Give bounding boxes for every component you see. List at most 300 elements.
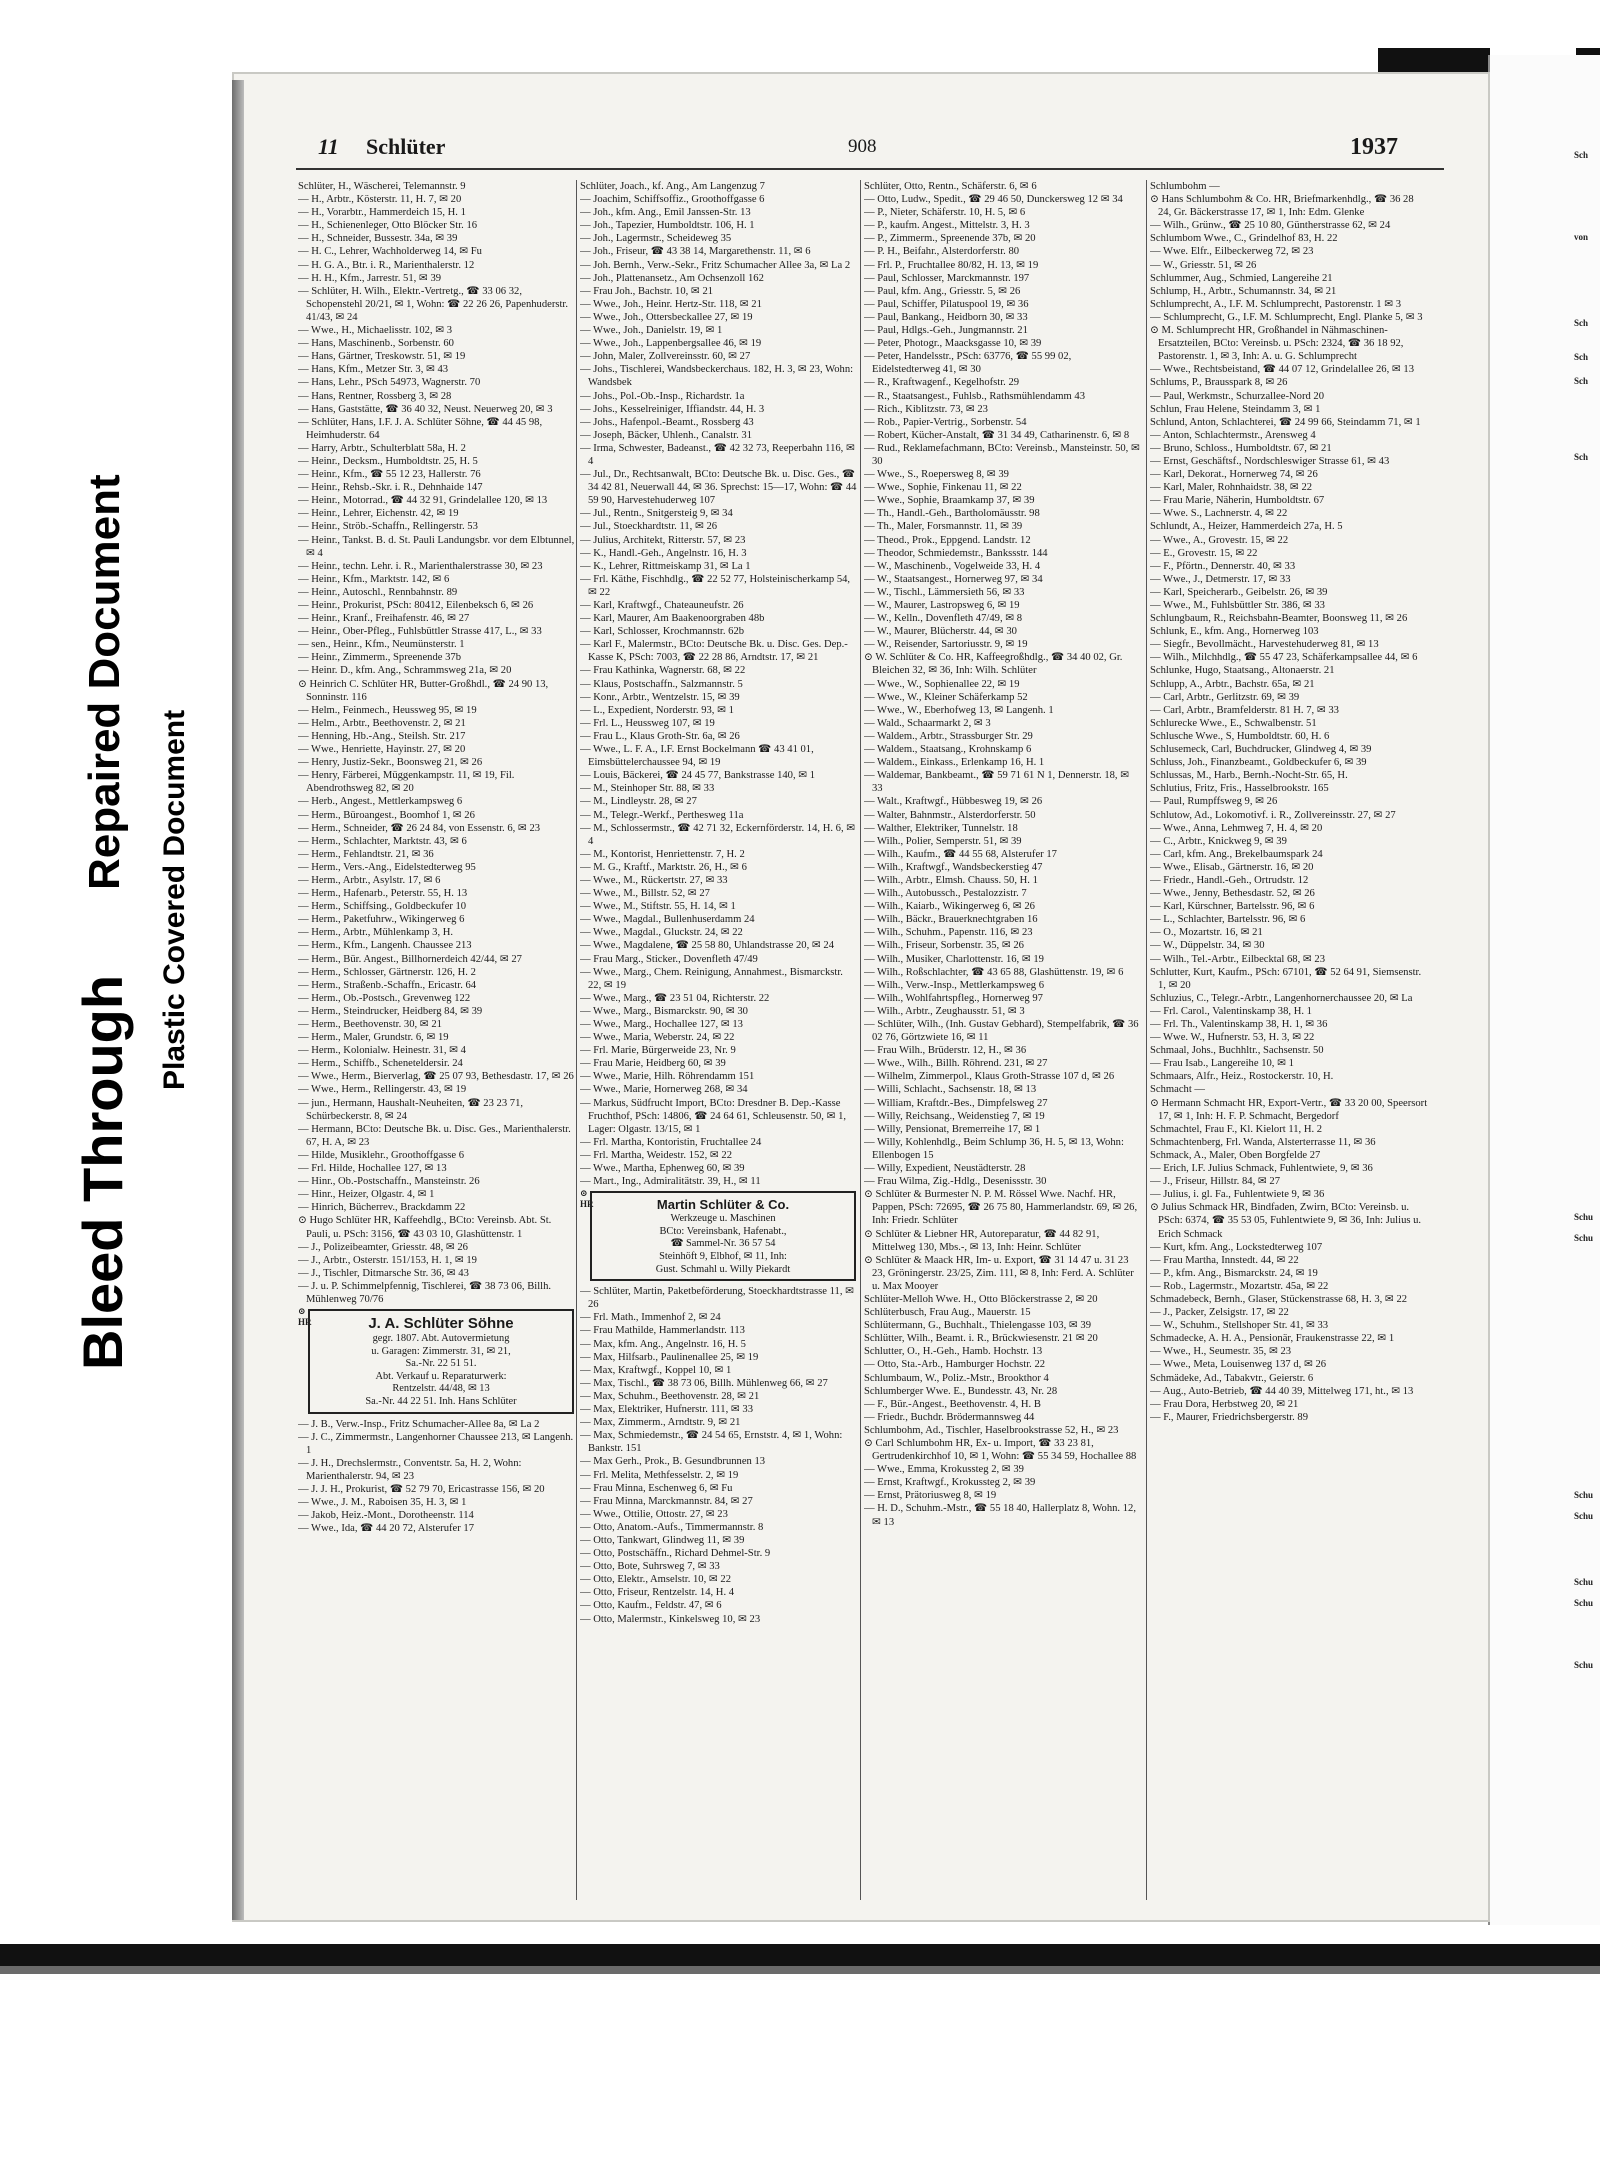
ad-line: BCto: Vereinsbank, Hafenabt., (659, 1225, 787, 1237)
directory-entry: — Wwe., Henriette, Hayinstr. 27, ✉ 20 (298, 744, 466, 756)
directory-entry: Schlusemeck, Carl, Buchdrucker, Glindweg 4, ✉ 39 (1150, 744, 1372, 756)
directory-entry: — sen., Heinr., Kfm., Neumünsterstr. 1 (298, 639, 465, 651)
directory-entry: Schlütermann, G., Buchhalt., Thielengasse 103, ✉ 39 (864, 1320, 1091, 1332)
directory-entry: — Karl, Maler, Rohnhaidstr. 38, ✉ 22 (1150, 482, 1313, 494)
directory-entry: — Theodor, Schmiedemstr., Bankssstr. 144 (864, 547, 1048, 559)
directory-entry: — J., Polizeibeamter, Griesstr. 48, ✉ 26 (298, 1241, 468, 1253)
directory-entry: — F., Bür.-Angest., Beethovenstr. 4, H. B (864, 1398, 1041, 1410)
directory-entry: — F., Pförtn., Dennerstr. 40, ✉ 33 (1150, 560, 1296, 572)
directory-entry: — E., Grovestr. 15, ✉ 22 (1150, 547, 1258, 559)
directory-entry: — Schlüter, Wilh., (Inh. Gustav Gebhard), Stempelfabrik, ☎ 36 02 76, Görtzwiete 16, ✉ 11 (864, 1019, 1139, 1044)
directory-entry: — Jakob, Heiz.-Mont., Dorotheenstr. 114 (298, 1510, 474, 1522)
directory-entry: Schlütter, Wilh., Beamt. i. R., Brückwiesenstr. 21 ✉ 20 (864, 1333, 1098, 1345)
directory-entry: — Rich., Kiblitzstr. 73, ✉ 23 (864, 403, 988, 415)
directory-entry: — Karl, Dekorat., Hornerweg 74, ✉ 26 (1150, 469, 1318, 481)
directory-entry: — Wwe., Elisab., Gärtnerstr. 16, ✉ 20 (1150, 861, 1314, 873)
directory-entry: — Kurt, kfm. Ang., Lockstedterweg 107 (1150, 1241, 1323, 1253)
directory-entry: — Frau Marg., Sticker., Dovenfleth 47/49 (580, 953, 758, 965)
directory-entry: — Wwe., Marg., Bismarckstr. 90, ✉ 30 (580, 1005, 748, 1017)
directory-entry: — R., Staatsangest., Fuhlsb., Rathsmühlendamm 43 (864, 390, 1085, 402)
directory-entry: — Klaus, Postschaffn., Salzmannstr. 5 (580, 678, 743, 690)
page-heading-name: Schlüter (366, 134, 446, 159)
directory-entry: — J. C., Zimmermstr., Langenhorner Chaussee 213, ✉ Langenh. 1 (298, 1431, 574, 1456)
directory-entry: — Johs., Tischlerei, Wandsbeckerchaus. 182, H. 3, ✉ 23, Wohn: Wandsbek (580, 364, 854, 389)
directory-entry: — Heinr., Rehsb.-Skr. i. R., Dehnhaide 147 (298, 482, 483, 494)
directory-entry: Schlumprecht, A., I.F. M. Schlumprecht, Pastorenstr. 1 ✉ 3 (1150, 298, 1402, 310)
directory-entry: — Herm., Arbtr., Mühlenkamp 3, H. (298, 927, 454, 939)
scan-border (0, 1944, 1600, 1966)
directory-entry: — Karl, Kraftwgf., Chateauneufstr. 26 (580, 600, 744, 611)
directory-entry: — Wwe., M., Stiftstr. 55, H. 14, ✉ 1 (580, 901, 736, 913)
directory-year: 1937 (1350, 134, 1398, 160)
directory-entry: — Wwe., J. M., Raboisen 35, H. 3, ✉ 1 (298, 1497, 467, 1509)
directory-entry: — Joh., Plattenansetz., Am Ochsenzoll 162 (580, 272, 764, 284)
directory-entry: — Frau L., Klaus Groth-Str. 6a, ✉ 26 (580, 730, 740, 742)
directory-entry: — Herm., Beethovenstr. 30, ✉ 21 (298, 1019, 442, 1030)
directory-entry: — P., Zimmerm., Spreenende 37b, ✉ 20 (864, 233, 1036, 245)
directory-entry: Schlüter, Otto, Rentn., Schäferstr. 6, ✉ 6 (864, 181, 1037, 192)
directory-entry: — Carl, Arbtr., Gerlitzstr. 69, ✉ 39 (1150, 691, 1300, 703)
directory-entry: — Wilh., Milchhdlg., ☎ 55 47 23, Schäferkampsallee 44, ✉ 6 (1150, 652, 1418, 664)
adjacent-page-fragment: Sch (1574, 352, 1589, 362)
directory-entry: — Joseph, Bäcker, Uhlenh., Canalstr. 31 (580, 429, 752, 441)
directory-entry: — Frau Martha, Innstedt. 44, ✉ 22 (1150, 1254, 1299, 1266)
directory-entry: — Wilh., Kraftwgf., Wandsbeckerstieg 47 (864, 861, 1043, 873)
ad-line: Abt. Verkauf u. Reparaturwerk: (375, 1370, 507, 1382)
directory-entry: — Wilhelm, Zimmerpol., Klaus Groth-Strasse 107 d, ✉ 26 (864, 1071, 1115, 1083)
directory-entry: — O., Mozartstr. 16, ✉ 21 (1150, 927, 1263, 939)
directory-entry: — W., Tischl., Lämmersieth 56, ✉ 33 (864, 586, 1025, 598)
directory-entry: Schmack, A., Maler, Oben Borgfelde 27 (1150, 1149, 1321, 1161)
directory-entry: — Wilh., Schuhm., Papenstr. 116, ✉ 23 (864, 927, 1033, 939)
entry-list (298, 1418, 576, 1536)
directory-entry: — Wilh., Verw.-Insp., Mettlerkampsweg 6 (864, 979, 1045, 991)
directory-entry: — Wwe., Emma, Krokussteg 2, ✉ 39 (864, 1464, 1024, 1476)
directory-entry: ⊙ M. Schlumprecht HR, Großhandel in Nähmaschinen-Ersatzteilen, BCto: Vereinsb. u. PSch: 2324, ☎ 36 18 92, Pastorenstr. 1, ✉ 3, Inh: A. u. G. Schlumprecht (1150, 325, 1404, 363)
directory-entry: — Frl. P., Fruchtallee 80/82, H. 13, ✉ 19 (864, 259, 1039, 271)
directory-entry: — Wwe., M., Fuhlsbüttler Str. 386, ✉ 33 (1150, 600, 1325, 611)
directory-entry: Schlüter-Melloh Wwe. H., Otto Blöckerstrasse 2, ✉ 20 (864, 1293, 1098, 1305)
directory-entry: — Heinr. D., kfm. Ang., Schrammsweg 21a, ✉ 20 (298, 665, 512, 677)
directory-entry: — Wilh., Grünw., ☎ 25 10 80, Güntherstrasse 62, ✉ 24 (1150, 220, 1391, 232)
directory-entry: ⊙ Hans Schlumbohm & Co. HR, Briefmarkenhdlg., ☎ 36 28 24, Gr. Bäckerstrasse 17, ✉ 1, Inh: Edm. Glenke (1150, 194, 1414, 219)
column-divider (860, 180, 861, 1900)
directory-entry: — Herm., Schneider, ☎ 26 24 84, von Essenstr. 6, ✉ 23 (298, 822, 541, 834)
directory-entry: — Wilh., Friseur, Sorbenstr. 35, ✉ 26 (864, 940, 1024, 952)
directory-entry: Schlummer, Aug., Schmied, Langereihe 21 (1150, 272, 1333, 284)
directory-entry: — Julius, i. gl. Fa., Fuhlentwiete 9, ✉ 36 (1150, 1189, 1325, 1201)
directory-entry: — Frau Minna, Eschenweg 6, ✉ Fu (580, 1482, 733, 1494)
directory-entry: — Aug., Auto-Betrieb, ☎ 44 40 39, Mittelweg 171, ht., ✉ 13 (1150, 1385, 1414, 1397)
directory-entry: — Wwe., J., Detmerstr. 17, ✉ 33 (1150, 573, 1291, 585)
directory-entry: — Wilh., Autobussch., Pestalozzistr. 7 (864, 888, 1027, 900)
directory-entry: Schlussas, M., Harb., Bernh.-Nocht-Str. 65, H. (1150, 770, 1348, 782)
directory-entry: — Wwe., M., Billstr. 52, ✉ 27 (580, 888, 710, 900)
directory-entry: — Rob., Lagermstr., Mozartstr. 45a, ✉ 22 (1150, 1280, 1329, 1292)
directory-entry: ⊙ Schlüter & Maack HR, Im- u. Export, ☎ 31 14 47 u. 31 23 23, Gröningerstr. 23/25, Zim. 111, ✉ 8, Inh: Ferd. A. Schlüter u. Max Mooyer (864, 1254, 1134, 1292)
directory-entry: — Joh., Friseur, ☎ 43 38 14, Margarethenstr. 11, ✉ 6 (580, 246, 811, 258)
scan-border (0, 1966, 1600, 1974)
directory-entry: — Frl. Käthe, Fischhdlg., ☎ 22 52 77, Holsteinischerkamp 54, ✉ 22 (580, 573, 851, 598)
directory-entry: — W., Düppelstr. 34, ✉ 30 (1150, 940, 1265, 952)
adjacent-page-fragment: Schu (1574, 1577, 1594, 1587)
directory-entry: — Jul., Rentn., Snitgersteig 9, ✉ 34 (580, 508, 733, 520)
directory-entry: — Wwe. Elfr., Eilbeckerweg 72, ✉ 23 (1150, 246, 1314, 258)
directory-entry: — Henry, Justiz-Sekr., Boonsweg 21, ✉ 26 (298, 757, 483, 769)
directory-entry: — Otto, Tankwart, Glindweg 11, ✉ 39 (580, 1534, 745, 1546)
directory-entry: — J. u. P. Schimmelpfennig, Tischlerei, ☎ 38 73 06, Billh. Mühlenweg 70/76 (298, 1280, 552, 1305)
directory-entry: — Hilde, Musiklehr., Groothoffgasse 6 (298, 1149, 465, 1161)
ad-line: Sa.-Nr. 44 22 51. Inh. Hans Schlüter (365, 1396, 517, 1408)
directory-entry: — Joachim, Schiffsoffiz., Groothoffgasse 6 (580, 194, 765, 206)
page-binding-edge (232, 80, 244, 1920)
directory-entry: — Joh., Lagermstr., Scheideweg 35 (580, 233, 732, 245)
directory-entry: — Wwe., Magdalene, ☎ 25 58 80, Uhlandstrasse 20, ✉ 24 (580, 940, 835, 952)
directory-entry: — Wilh., Kaufm., ☎ 44 55 68, Alsterufer 17 (864, 848, 1057, 860)
directory-entry: — P., kaufm. Angest., Mittelstr. 3, H. 3 (864, 220, 1030, 232)
directory-entry: Schlumberger Wwe. E., Bundesstr. 43, Nr. 28 (864, 1385, 1058, 1397)
directory-entry: — Wwe., Sophie, Finkenau 11, ✉ 22 (864, 482, 1022, 494)
directory-entry: Schmadecke, A. H. A., Pensionär, Fraukenstrasse 22, ✉ 1 (1150, 1333, 1395, 1345)
directory-entry: — Frau Wilh., Brüderstr. 12, H., ✉ 36 (864, 1045, 1027, 1057)
directory-entry: — Wilh., Musiker, Charlottenstr. 16, ✉ 19 (864, 953, 1044, 965)
directory-entry: — Hans, Maschinenb., Sorbenstr. 60 (298, 338, 454, 350)
directory-entry: — Hans, Rentner, Rossberg 3, ✉ 28 (298, 390, 452, 402)
directory-entry: — H. C., Lehrer, Wachholderweg 14, ✉ Fu (298, 246, 482, 258)
directory-entry: — W., Maurer, Lastropsweg 6, ✉ 19 (864, 600, 1020, 611)
directory-entry: Schlump, H., Arbtr., Schumannstr. 34, ✉ 21 (1150, 285, 1337, 297)
directory-entry: Schlun, Frau Helene, Steindamm 3, ✉ 1 (1150, 403, 1321, 415)
entry-list (580, 1285, 858, 1625)
directory-entry: — W., Griesstr. 51, ✉ 26 (1150, 259, 1257, 271)
directory-entry: — Schlüter, Martin, Paketbeförderung, Stoeckhardtstrasse 11, ✉ 26 (580, 1286, 855, 1311)
directory-entry: — Ernst, Kraftwgf., Krokussteg 2, ✉ 39 (864, 1477, 1036, 1489)
directory-entry: — Wwe., H., Seumestr. 35, ✉ 23 (1150, 1346, 1292, 1358)
adjacent-page-fragment: Schu (1574, 1233, 1594, 1243)
directory-entry: — Louis, Bäckerei, ☎ 24 45 77, Bankstrasse 140, ✉ 1 (580, 770, 816, 782)
directory-entry: — Rud., Reklamefachmann, BCto: Vereinsb., Mansteinstr. 50, ✉ 30 (864, 442, 1140, 467)
ad-lines (314, 1333, 568, 1409)
directory-entry: — Wwe., Marie, Hilh. Röhrendamm 151 (580, 1071, 755, 1083)
section-number: 11 (318, 134, 339, 159)
directory-entry: — Herm., Kolonialw. Heinestr. 31, ✉ 4 (298, 1045, 466, 1057)
directory-entry: Schlupp, A., Arbtr., Bachstr. 65a, ✉ 21 (1150, 678, 1315, 690)
directory-entry: — Heinr., Zimmerm., Spreenende 37b (298, 652, 461, 664)
directory-entry: Schlusche Wwe., S, Humboldtstr. 60, H. 6 (1150, 730, 1330, 742)
ad-title: Martin Schlüter & Co. (656, 1197, 790, 1213)
directory-entry: — Frl. Marie, Bürgerweide 23, Nr. 9 (580, 1045, 736, 1057)
directory-entry: — Max, Schmiedemstr., ☎ 24 54 65, Ernststr. 4, ✉ 1, Wohn: Bankstr. 151 (580, 1430, 843, 1455)
directory-entry: — Wilh., Tel.-Arbtr., Eilbecktal 68, ✉ 23 (1150, 953, 1326, 965)
directory-entry: — Siegfr., Bevollmächt., Harvestehuderweg 81, ✉ 13 (1150, 639, 1379, 651)
entry-list (864, 180, 1142, 1529)
directory-entry: — Ernst, Geschäftsf., Nordschleswiger Strasse 61, ✉ 43 (1150, 455, 1390, 467)
directory-entry: — Karl, Speicherarb., Geibelstr. 26, ✉ 39 (1150, 586, 1328, 598)
ad-title: J. A. Schlüter Söhne (368, 1315, 514, 1333)
directory-entry: — M. G., Kraftf., Marktstr. 26, H., ✉ 6 (580, 861, 747, 873)
directory-entry: — Karl, Kürschner, Bartelsstr. 96, ✉ 6 (1150, 901, 1315, 913)
directory-entry: — Wwe., W., Kleiner Schäferkamp 52 (864, 691, 1028, 703)
directory-entry: — Paul, Rumpffsweg 9, ✉ 26 (1150, 796, 1278, 808)
ad-box (590, 1191, 856, 1281)
directory-entry: — Karl, Maurer, Am Baakenoorgraben 48b (580, 613, 765, 625)
directory-entry: — J. J. H., Prokurist, ☎ 52 79 70, Ericastrasse 156, ✉ 20 (298, 1484, 545, 1496)
directory-entry: Schlundt, A., Heizer, Hammerdeich 27a, H. 5 (1150, 521, 1343, 533)
bleed-through-label: Bleed Through (71, 974, 134, 1370)
directory-entry: — Wwe., Marg., Hochallee 127, ✉ 13 (580, 1019, 743, 1030)
adjacent-page-fragment: Sch (1574, 452, 1589, 462)
plastic-covered-label: Plastic Covered Document (158, 709, 191, 1090)
directory-entry: — Willy, Reichsang., Weidenstieg 7, ✉ 19 (864, 1110, 1045, 1122)
directory-entry: — Wilh., Polier, Semperstr. 51, ✉ 39 (864, 835, 1022, 847)
adjacent-page-fragment: Sch (1574, 150, 1589, 160)
directory-entry: — Otto, Kaufm., Feldstr. 47, ✉ 6 (580, 1600, 722, 1612)
directory-entry: — P. H., Beifahr., Alsterdorferstr. 80 (864, 246, 1020, 258)
directory-entry: — Paul, Werkmstr., Schurzallee-Nord 20 (1150, 390, 1325, 402)
directory-column-3 (864, 180, 1142, 1900)
directory-entry: — Wwe., Martha, Ephenweg 60, ✉ 39 (580, 1163, 745, 1175)
directory-entry: — Theod., Prok., Eppgend. Landstr. 12 (864, 534, 1031, 546)
directory-entry: — Th., Maler, Forsmannstr. 11, ✉ 39 (864, 521, 1023, 533)
directory-column-1 (298, 180, 576, 1900)
column-divider (576, 180, 577, 1900)
directory-entry: — Max, Elektriker, Hufnerstr. 111, ✉ 33 (580, 1404, 754, 1416)
directory-entry: — Mart., Ing., Admiralitätstr. 39, H., ✉ 11 (580, 1176, 761, 1188)
directory-entry: — H. D., Schuhm.-Mstr., ☎ 55 18 40, Hallerplatz 8, Wohn. 12, ✉ 13 (864, 1503, 1136, 1528)
directory-entry: Schmaal, Johs., Buchhltr., Sachsenstr. 50 (1150, 1045, 1324, 1057)
directory-entry: — Konr., Arbtr., Wentzelstr. 15, ✉ 39 (580, 691, 740, 703)
directory-entry: — Karl F., Malermstr., BCto: Deutsche Bk. u. Disc. Ges. Dep.-Kasse K, PSch: 7003, ☎ 22 28 86, Arndtstr. 17, ✉ 21 (580, 639, 848, 664)
directory-entry: — Herm., Schiffb., Scheneteldersir. 24 (298, 1058, 463, 1070)
directory-entry: — Wwe., Joh., Ottersbeckallee 27, ✉ 19 (580, 311, 753, 323)
entry-list (298, 180, 576, 1306)
directory-entry: — W., Kelln., Dovenfleth 47/49, ✉ 8 (864, 613, 1023, 625)
ad-lines (596, 1213, 850, 1276)
directory-entry: — J., Friseur, Hillstr. 84, ✉ 27 (1150, 1176, 1280, 1188)
directory-entry: — Helm., Feinmech., Heussweg 95, ✉ 19 (298, 704, 477, 716)
directory-entry: — M., Lindleystr. 28, ✉ 27 (580, 796, 697, 808)
directory-entry: — Hinr., Heizer, Olgastr. 4, ✉ 1 (298, 1189, 435, 1201)
directory-entry: — Hinr., Ob.-Postschaffn., Mansteinstr. 26 (298, 1176, 480, 1188)
directory-entry: — Peter, Photogr., Maacksgasse 10, ✉ 39 (864, 338, 1042, 350)
directory-entry: — Erich, I.F. Julius Schmack, Fuhlentwiete, 9, ✉ 36 (1150, 1163, 1373, 1175)
registered-firm-mark: ⊙ HR (580, 1188, 594, 1210)
directory-entry: — Wwe., Marg., Chem. Reinigung, Annahmest., Bismarckstr. 22, ✉ 19 (580, 966, 843, 991)
directory-entry: — H. H., Kfm., Jarrestr. 51, ✉ 39 (298, 272, 442, 284)
directory-entry: — Carl, Arbtr., Bramfelderstr. 81 H. 7, ✉ 33 (1150, 704, 1339, 716)
directory-entry: — Frau Isab., Langereihe 10, ✉ 1 (1150, 1058, 1294, 1070)
directory-entry: — Otto, Ludw., Spedit., ☎ 29 46 50, Dunckersweg 12 ✉ 34 (864, 194, 1123, 206)
directory-entry: — C., Arbtr., Knickweg 9, ✉ 39 (1150, 835, 1287, 847)
directory-entry: — Willy, Kohlenhdlg., Beim Schlump 36, H. 5, ✉ 13, Wohn: Ellenbogen 15 (864, 1136, 1124, 1161)
directory-entry: Schlurecke Wwe., E., Schwalbenstr. 51 (1150, 717, 1317, 729)
directory-entry: — Herm., Büroangest., Boomhof 1, ✉ 26 (298, 809, 475, 821)
directory-column-2 (580, 180, 858, 1900)
directory-entry: — Joh. Bernh., Verw.-Sekr., Fritz Schumacher Allee 3a, ✉ La 2 (580, 259, 851, 271)
directory-entry: — Karl, Schlosser, Krochmannstr. 62b (580, 626, 745, 638)
directory-entry: — Wwe., Maria, Weberstr. 24, ✉ 22 (580, 1032, 735, 1044)
directory-entry: — Herm., Kfm., Langenh. Chaussee 213 (298, 940, 472, 952)
directory-entry: — Max, Kraftwgf., Koppel 10, ✉ 1 (580, 1364, 732, 1376)
directory-entry: — H., Arbtr., Kösterstr. 11, H. 7, ✉ 20 (298, 194, 462, 206)
directory-entry: — Heinr., Decksm., Humboldtstr. 25, H. 5 (298, 455, 478, 467)
directory-entry: — Henning, Hb.-Ang., Steilsh. Str. 217 (298, 730, 466, 742)
directory-entry: — Heinr., Ober-Pfleg., Fuhlsbüttler Strasse 417, L., ✉ 33 (298, 626, 542, 638)
directory-entry: — Frl. Martha, Kontoristin, Fruchtallee 24 (580, 1136, 762, 1148)
directory-entry: — L., Expedient, Norderstr. 93, ✉ 1 (580, 704, 734, 716)
directory-entry: — Otto, Anatom.-Aufs., Timmermannstr. 8 (580, 1521, 764, 1533)
directory-entry: — Wwe., Jenny, Bethesdastr. 52, ✉ 26 (1150, 888, 1315, 900)
ad-line: u. Garagen: Zimmerstr. 31, ✉ 21, (371, 1345, 511, 1357)
directory-entry: — Wwe., Herm., Rellingerstr. 43, ✉ 19 (298, 1084, 467, 1096)
directory-entry: — Max, kfm. Ang., Angelnstr. 16, H. 5 (580, 1338, 746, 1350)
directory-entry: — Otto, Malermstr., Kinkelsweg 10, ✉ 23 (580, 1613, 761, 1625)
directory-entry: — Otto, Bote, Suhrsweg 7, ✉ 33 (580, 1561, 720, 1573)
directory-entry: — R., Kraftwagenf., Kegelhofstr. 29 (864, 377, 1020, 389)
advertisement-schlueter-soehne (298, 1306, 576, 1418)
directory-entry: — Frau Kathinka, Wagnerstr. 68, ✉ 22 (580, 665, 746, 677)
directory-entry: — M., Telegr.-Werkf., Perthesweg 11a (580, 809, 744, 821)
ad-line: Sa.-Nr. 22 51 51. (405, 1358, 477, 1370)
directory-entry: — Wwe., W., Sophienallee 22, ✉ 19 (864, 678, 1020, 690)
directory-entry: Schmacht — (1150, 1084, 1206, 1096)
directory-entry: Schlumbohm, Ad., Tischler, Haselbrookstrasse 52, H., ✉ 23 (864, 1424, 1119, 1436)
directory-entry: — Julius, Architekt, Ritterstr. 57, ✉ 23 (580, 534, 746, 546)
directory-entry: — Herm., Vers.-Ang., Eidelstedterweg 95 (298, 861, 476, 873)
directory-entry: — Frau Mathilde, Hammerlandstr. 113 (580, 1325, 745, 1337)
directory-entry: Schlüter, Joach., kf. Ang., Am Langenzug 7 (580, 181, 765, 192)
directory-entry: — Wwe. S., Lachnerstr. 4, ✉ 22 (1150, 508, 1288, 520)
directory-entry: — Frau Joh., Bachstr. 10, ✉ 21 (580, 285, 714, 297)
directory-entry: — W., Reisender, Sartoriusstr. 9, ✉ 19 (864, 639, 1028, 651)
directory-entry: — J. H., Drechslermstr., Conventstr. 5a, H. 2, Wohn: Marienthalerstr. 94, ✉ 23 (298, 1457, 522, 1482)
directory-entry: — Frl. Th., Valentinskamp 38, H. 1, ✉ 36 (1150, 1019, 1328, 1030)
directory-entry: — M., Schlossermstr., ☎ 42 71 32, Eckernförderstr. 14, H. 6, ✉ 4 (580, 822, 856, 847)
directory-entry: — Wwe., A., Grovestr. 15, ✉ 22 (1150, 534, 1289, 546)
directory-entry: ⊙ Carl Schlumbohm HR, Ex- u. Import, ☎ 33 23 81, Gertrudenkirchhof 10, ✉ 1, Wohn: ☎ 55 34 59, Hochallee 88 (864, 1438, 1137, 1463)
directory-entry: — Wwe., Joh., Danielstr. 19, ✉ 1 (580, 325, 723, 337)
directory-entry: — Paul, Schiffer, Pilatuspool 19, ✉ 36 (864, 298, 1029, 310)
directory-entry: — Schlüter, Hans, I.F. J. A. Schlüter Söhne, ☎ 44 45 98, Heimhuderstr. 64 (298, 416, 543, 441)
directory-entry: — H., Schneider, Bussestr. 34a, ✉ 39 (298, 233, 458, 245)
directory-entry: — Harry, Arbtr., Schulterblatt 58a, H. 2 (298, 442, 466, 454)
directory-entry: — Wwe., Rechtsbeistand, ☎ 44 07 12, Grindelallee 26, ✉ 13 (1150, 364, 1415, 376)
adjacent-page-fragment: Schu (1574, 1511, 1594, 1521)
directory-entry: — Paul, Bankang., Heidborn 30, ✉ 33 (864, 311, 1028, 323)
directory-entry: — Max, Tischl., ☎ 38 73 06, Billh. Mühlenweg 66, ✉ 27 (580, 1377, 828, 1389)
directory-entry: — Frl. L., Heussweg 107, ✉ 19 (580, 717, 715, 729)
entry-list (1150, 180, 1428, 1424)
directory-entry: — Willi, Schlacht., Sachsenstr. 18, ✉ 13 (864, 1084, 1037, 1096)
directory-entry: — Wwe., Joh., Heinr. Hertz-Str. 118, ✉ 21 (580, 298, 762, 310)
directory-entry: — Herm., Hafenarb., Peterstr. 55, H. 13 (298, 888, 468, 900)
directory-entry: ⊙ Hugo Schlüter HR, Kaffeehdlg., BCto: Vereinsb. Abt. St. Pauli, u. PSch: 3156, ☎ 43 03 10, Glashüttenstr. 1 (298, 1215, 552, 1240)
directory-entry: ⊙ Schlüter & Burmester N. P. M. Rössel Wwe. Nachf. HR, Pappen, PSch: 72695, ☎ 26 75 80, Hammerlandstr. 69, ✉ 26, Inh: Friedr. Schlüter (864, 1189, 1138, 1227)
ad-line: Steinhöft 9, Elbhof, ✉ 11, Inh: (659, 1251, 787, 1262)
directory-entry: — Heinr., Tankst. B. d. St. Pauli Landungsbr. vor dem Elbtunnel, ✉ 4 (298, 534, 575, 559)
directory-entry: Schlumbaum, W., Poliz.-Mstr., Brookthor 4 (864, 1372, 1049, 1384)
directory-entry: — Jul., Stoeckhardtstr. 11, ✉ 26 (580, 521, 718, 533)
directory-entry: — Frau Marie, Näherin, Humboldtstr. 67 (1150, 495, 1325, 507)
directory-entry: Schlums, P., Brausspark 8, ✉ 26 (1150, 377, 1288, 389)
directory-entry: — Heinr., Ströb.-Schaffn., Rellingerstr. 53 (298, 521, 478, 533)
directory-entry: Schmädeke, Ad., Tabakvtr., Geierstr. 6 (1150, 1372, 1314, 1384)
directory-entry: — Otto, Elektr., Amselstr. 10, ✉ 22 (580, 1574, 732, 1586)
directory-entry: — M., Steinhoper Str. 88, ✉ 33 (580, 783, 715, 795)
directory-entry: Schlutter, Kurt, Kaufm., PSch: 67101, ☎ 52 64 91, Siemsenstr. 1, ✉ 20 (1150, 966, 1422, 991)
directory-entry: — K., Lehrer, Rittmeiskamp 31, ✉ La 1 (580, 560, 751, 572)
directory-entry: — Rob., Papier-Vertrig., Sorbenstr. 54 (864, 416, 1027, 428)
directory-entry: — Walt., Kraftwgf., Hübbesweg 19, ✉ 26 (864, 796, 1043, 808)
directory-entry: — W., Maurer, Blücherstr. 44, ✉ 30 (864, 626, 1017, 638)
directory-entry: — Frl. Carol., Valentinskamp 38, H. 1 (1150, 1005, 1312, 1017)
directory-entry: — J., Arbtr., Osterstr. 151/153, H. 1, ✉ 19 (298, 1254, 477, 1266)
directory-entry: — Heinr., techn. Lehr. i. R., Marienthalerstrasse 30, ✉ 23 (298, 560, 543, 572)
directory-entry: — Wwe., L. F. A., I.F. Ernst Bockelmann ☎ 43 41 01, Eimsbüttelerchaussee 94, ✉ 19 (580, 744, 814, 769)
directory-entry: — Waldem., Staatsang., Krohnskamp 6 (864, 744, 1032, 756)
directory-entry: Schlunk, E., kfm. Ang., Hornerweg 103 (1150, 626, 1319, 638)
adjacent-page-strip (1488, 55, 1600, 1925)
directory-entry: — Frl. Martha, Weidestr. 152, ✉ 22 (580, 1149, 733, 1161)
adjacent-page-fragment: Sch (1574, 318, 1589, 328)
directory-entry: — Heinr., Prokurist, PSch: 80412, Eilenbeksch 6, ✉ 26 (298, 600, 534, 611)
directory-entry: — Johs., Pol.-Ob.-Insp., Richardstr. 1a (580, 390, 745, 402)
directory-entry: — Frau Minna, Marckmannstr. 84, ✉ 27 (580, 1495, 753, 1507)
advertisement-martin-schlueter (580, 1188, 858, 1285)
ad-box (308, 1309, 574, 1414)
directory-entry: — Schlüter, H. Wilh., Elektr.-Vertretg., ☎ 33 06 32, Schopenstehl 20/21, ✉ 1, Wohn: ☎ 22 26 26, Papenhuderstr. 41/43, ✉ 24 (298, 285, 569, 323)
directory-entry: — Walter, Bahnmstr., Alsterdorferstr. 50 (864, 809, 1036, 821)
directory-entry: — Wwe., Marie, Hornerweg 268, ✉ 34 (580, 1084, 748, 1096)
directory-entry: — H., Schienenleger, Otto Blöcker Str. 16 (298, 220, 478, 232)
directory-entry: — Waldem., Arbtr., Strassburger Str. 29 (864, 730, 1033, 742)
directory-entry: — Hans, Kfm., Metzer Str. 3, ✉ 43 (298, 364, 449, 376)
directory-entry: — Wwe., S., Roepersweg 8, ✉ 39 (864, 469, 1009, 481)
directory-entry: — Waldemar, Bankbeamt., ☎ 59 71 61 N 1, Dennerstr. 18, ✉ 33 (864, 770, 1130, 795)
directory-entry: — Wilh., Kaiarb., Wikingerweg 6, ✉ 26 (864, 901, 1035, 913)
directory-entry: Schlüterbusch, Frau Aug., Mauerstr. 15 (864, 1307, 1031, 1319)
directory-entry: — W., Maschinenb., Vogelweide 33, H. 4 (864, 560, 1041, 572)
directory-entry: — Wilh., Arbtr., Elmsh. Chauss. 50, H. 1 (864, 874, 1038, 886)
directory-entry: ⊙ Hermann Schmacht HR, Export-Vertr., ☎ 33 20 00, Speersort 17, ✉ 1, Inh: H. F. P. Schmacht, Bergedorf (1150, 1097, 1428, 1122)
directory-entry: — Th., Handl.-Geh., Bartholomäusstr. 98 (864, 508, 1040, 520)
directory-entry: — William, Kraftdr.-Bes., Dimpfelsweg 27 (864, 1097, 1048, 1109)
column-divider (1146, 180, 1147, 1900)
directory-entry: Schluss, Joh., Finanzbeamt., Goldbeckufer 6, ✉ 39 (1150, 757, 1367, 769)
directory-entry: — Irma, Schwester, Badeanst., ☎ 42 32 73, Reeperbahn 116, ✉ 4 (580, 442, 855, 467)
directory-entry: — W., Schuhm., Stellshoper Str. 41, ✉ 33 (1150, 1320, 1329, 1332)
directory-entry: — Joh., kfm. Ang., Emil Janssen-Str. 13 (580, 207, 751, 219)
directory-entry: — Paul, Hdlgs.-Geh., Jungmannstr. 21 (864, 325, 1028, 337)
directory-entry: — Heinr., Kranf., Freihafenstr. 46, ✉ 27 (298, 613, 470, 625)
directory-entry: — M., Kontorist, Henriettenstr. 7, H. 2 (580, 848, 745, 860)
directory-entry: — Frau Dora, Herbstweg 20, ✉ 21 (1150, 1398, 1299, 1410)
directory-entry: — Anton, Schlachtermstr., Arensweg 4 (1150, 429, 1316, 441)
directory-entry: — J., Tischler, Ditmarsche Str. 36, ✉ 43 (298, 1267, 469, 1279)
adjacent-page-fragment: Schu (1574, 1212, 1594, 1222)
directory-entry: — Willy, Pensionat, Bremerreihe 17, ✉ 1 (864, 1123, 1041, 1135)
directory-entry: — Frau Wilma, Zig.-Hdlg., Desenissstr. 30 (864, 1176, 1047, 1188)
directory-entry: — Walther, Elektriker, Tunnelstr. 18 (864, 822, 1018, 834)
directory-entry: — Wilh., Bäckr., Brauerknechtgraben 16 (864, 914, 1038, 926)
page-number: 908 (848, 136, 877, 157)
directory-entry: — Heinr., Lehrer, Eichenstr. 42, ✉ 19 (298, 508, 459, 520)
directory-entry: — Ernst, Prätoriusweg 8, ✉ 19 (864, 1490, 997, 1502)
directory-entry: — Jul., Dr., Rechtsanwalt, BCto: Deutsche Bk. u. Disc. Ges., ☎ 34 42 81, Neuerwall 44, ✉ 36. Sprechst: 15—17, Wohn: ☎ 44 59 90, Harvestehuderweg 107 (580, 469, 857, 507)
directory-entry: — Wwe., Meta, Louisenweg 137 d, ✉ 26 (1150, 1359, 1327, 1371)
directory-entry: Schmachtel, Frau F., Kl. Kielort 11, H. 2 (1150, 1123, 1323, 1135)
adjacent-page-fragment: Schu (1574, 1598, 1594, 1608)
